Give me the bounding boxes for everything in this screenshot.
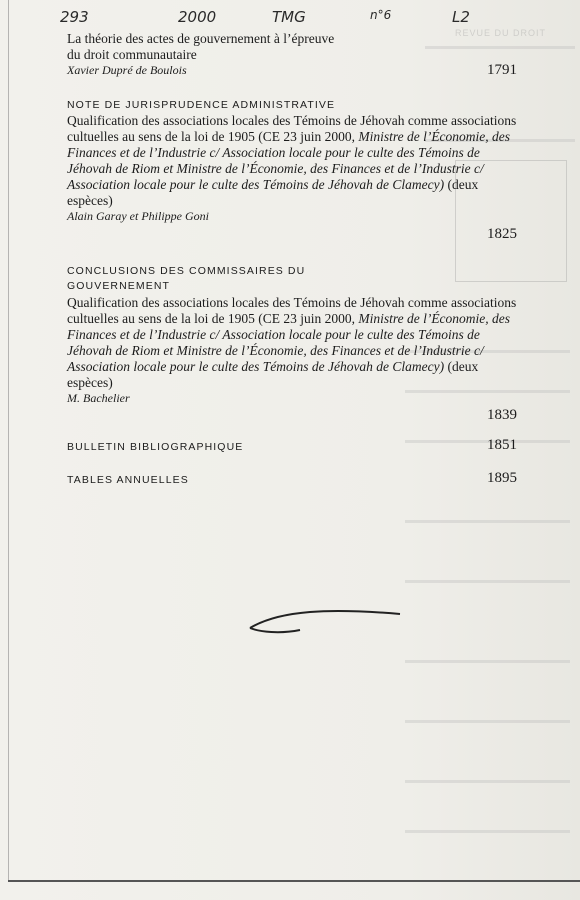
- entry-author: Alain Garay et Philippe Goni: [67, 209, 209, 223]
- entry-body-intro: Qualification des associations locales des Témoins de Jéhovah comme associations cultuelles au sens de la loi de 1905 (CE 23 juin 2000,: [67, 113, 517, 144]
- entry-page-number: 1851: [487, 437, 517, 453]
- toc-entry: [67, 98, 517, 242]
- entry-title-line: La théorie des actes de gouvernement à l’épreuve: [67, 31, 335, 46]
- bottom-rule: [8, 880, 580, 882]
- handwritten-note: TMG: [272, 8, 306, 26]
- bleed-through-line: [405, 520, 570, 523]
- toc-entry: [67, 264, 517, 423]
- handwritten-note: L2: [452, 8, 470, 26]
- entry-body-tail: (deux espèces): [67, 359, 479, 390]
- entry-author: M. Bachelier: [67, 391, 130, 405]
- section-heading: BULLETIN BIBLIOGRAPHIQUE: [67, 441, 244, 453]
- handwritten-note: 2000: [178, 8, 217, 26]
- bleed-through-line: [405, 830, 570, 833]
- bleed-through-line: [405, 580, 570, 583]
- pen-stroke: [240, 600, 410, 640]
- entry-page-number: 1839: [487, 407, 517, 423]
- bleed-through-line: [405, 720, 570, 723]
- toc-entry: [67, 437, 517, 455]
- section-heading: NOTE DE JURISPRUDENCE ADMINISTRATIVE: [67, 99, 336, 111]
- entry-body-case: Ministre de l’Économie, des Finances et de l’Industrie c/ Association locale pour le culte des Témoins de Jéhovah de Riom et Ministre de l’Économie, des Finances et de l’Industrie c/ Association locale pour le culte des Témoins de Jéhovah de Clamecy): [67, 129, 511, 192]
- section-heading-line: GOUVERNEMENT: [67, 280, 171, 292]
- entry-page-number: 1825: [487, 226, 517, 242]
- bleed-through-line: [405, 780, 570, 783]
- entry-body: [67, 113, 517, 209]
- entry-body-intro: Qualification des associations locales des Témoins de Jéhovah comme associations cultuelles au sens de la loi de 1905 (CE 23 juin 2000,: [67, 295, 517, 326]
- entry-title-line: du droit communautaire: [67, 47, 197, 62]
- entry-body-case: Ministre de l’Économie, des Finances et de l’Industrie c/ Association locale pour le culte des Témoins de Jéhovah de Riom et Ministre de l’Économie, des Finances et de l’Industrie c/ Association locale pour le culte des Témoins de Jéhovah de Clamecy): [67, 311, 511, 374]
- bleed-through-line: [405, 660, 570, 663]
- entry-author: Xavier Dupré de Boulois: [67, 63, 187, 77]
- handwritten-note: n°6: [370, 8, 392, 22]
- entry-body-tail: (deux espèces): [67, 177, 479, 208]
- entry-body: [67, 295, 517, 391]
- handwritten-note: 293: [60, 8, 89, 26]
- section-heading-line: CONCLUSIONS DES COMMISSAIRES DU: [67, 265, 306, 277]
- toc-entry: [67, 470, 517, 488]
- page-edge: [8, 0, 9, 882]
- entry-page-number: 1895: [487, 470, 517, 486]
- toc-entry: [67, 31, 517, 78]
- bleed-through-header: REVUE DU DROIT: [455, 28, 575, 47]
- section-heading: TABLES ANNUELLES: [67, 474, 189, 486]
- entry-page-number: 1791: [487, 62, 517, 78]
